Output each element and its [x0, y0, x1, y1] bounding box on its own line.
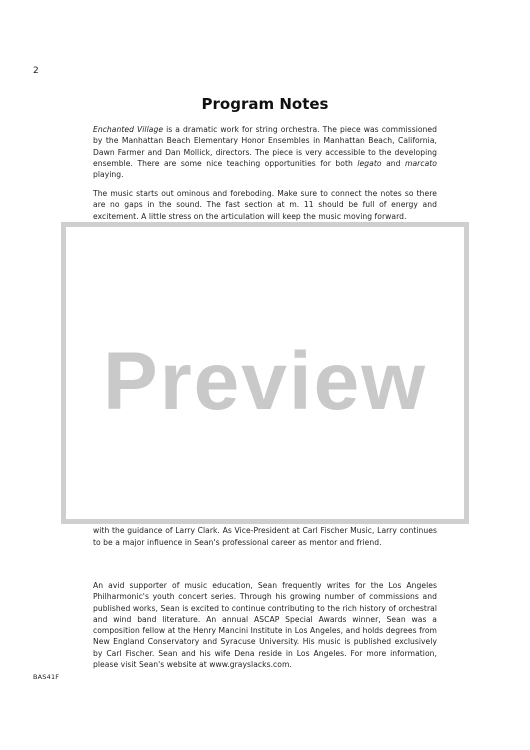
page-title: Program Notes	[201, 95, 329, 113]
intro-text-a: is a dramatic work for string orchestra. The piece was commissioned by the Manhattan Beach Elementary Honor Ensembles in Manhattan Beach, California, Dawn Farmer and Dan Mollick, directors. The piece is very accessible to the developing ensemble. There are some nice teaching opportunities for both	[93, 125, 438, 168]
intro-text-b: playing.	[93, 170, 124, 180]
term-legato: legato	[357, 158, 382, 168]
preview-watermark: Preview	[103, 336, 427, 427]
catalog-code: BAS41F	[33, 673, 60, 681]
work-title: Enchanted Village	[93, 125, 164, 134]
performance-text: The music starts out ominous and foreboding. Make sure to connect the notes so there are no gaps in the sound. The fast section at m. 11 should be full of energy and excitement. A little stress on the articulation will keep the music moving forward.	[93, 189, 437, 221]
preview-overlay	[61, 222, 469, 524]
intro-and: and	[381, 158, 406, 168]
page-number: 2	[33, 66, 39, 76]
paragraph-performance	[93, 188, 437, 222]
term-marcato: marcato	[405, 158, 437, 168]
paragraph-intro	[93, 124, 437, 180]
education-text: An avid supporter of music education, Sean frequently writes for the Los Angeles Philharmonic's youth concert series. Through his growing number of commissions and published works, Sean is excited to continue contributing to the rich history of orchestral and wind band literature. An annual ASCAP Special Awards winner, Sean was a composition fellow at the Henry Mancini Institute in Los Angeles, and holds degrees from New England Conservatory and Syracuse University. His music is published exclusively by Carl Fischer. Sean and his wife Dena reside in Los Angeles. For more information, please visit Sean's website at www.grayslacks.com.	[93, 581, 437, 670]
biography-text: with the guidance of Larry Clark. As Vice-President at Carl Fischer Music, Larry continues to be a major influence in Sean's professional career as mentor and friend.	[93, 526, 437, 547]
paragraph-education	[93, 580, 437, 670]
